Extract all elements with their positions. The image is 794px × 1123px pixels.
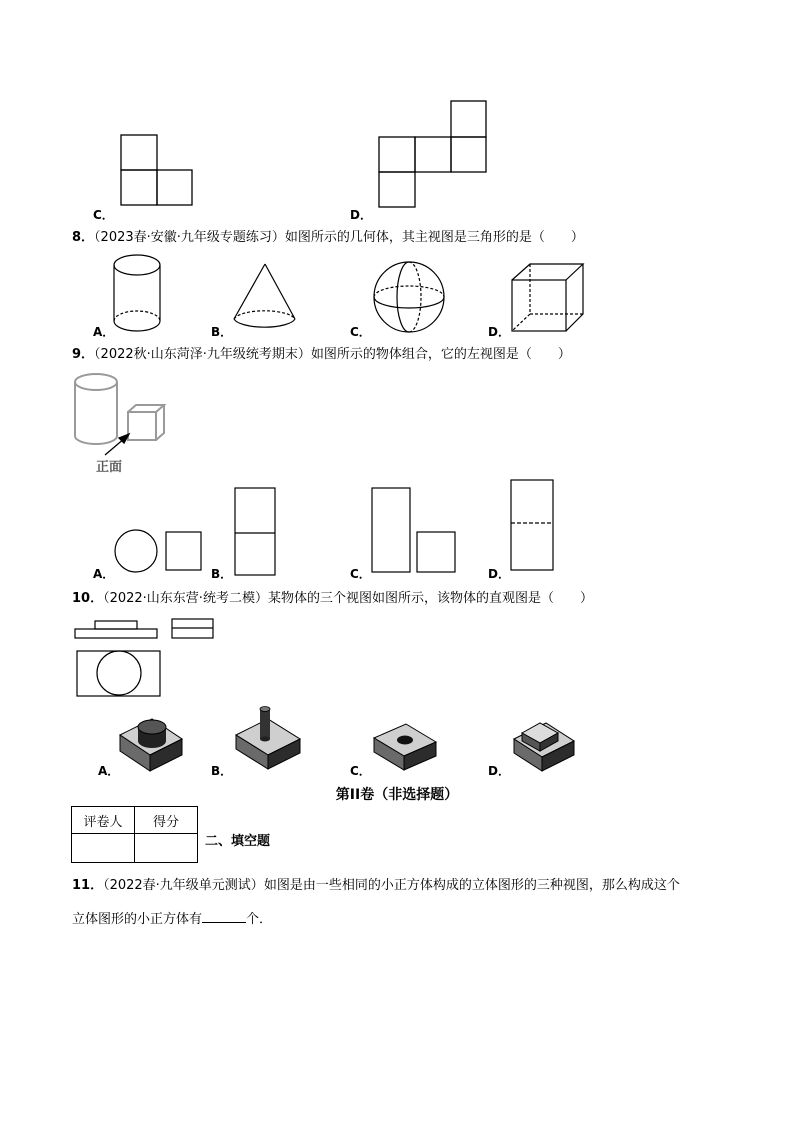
- q10-text: [72, 590, 593, 608]
- q8-text: [72, 229, 584, 247]
- q9-option-c-figure: [371, 487, 457, 575]
- q11-stem-line1: 如图是由一些相同的小正方体构成的立体图形的三种视图，那么构成这个: [263, 878, 680, 893]
- q11-number: 11．: [72, 878, 104, 893]
- q11-answer-blank[interactable]: [202, 910, 246, 923]
- q11-stem-line2-before: 立体图形的小正方体有: [72, 912, 203, 927]
- q9-object-group-figure: [72, 372, 168, 448]
- q11-stem-line2-after: 个．: [246, 912, 273, 927]
- q10-option-d-figure: [510, 715, 578, 773]
- q9-option-d-figure: [510, 479, 556, 573]
- q11-source: （2022春·九年级单元测试）: [103, 878, 264, 893]
- q9-option-c-label[interactable]: C．: [350, 567, 371, 581]
- q8-option-b-cone: [232, 262, 298, 334]
- q9-number: 9．: [72, 347, 95, 362]
- score-table-grader-cell[interactable]: [72, 834, 135, 863]
- section-heading-fill-in: 二、填空题: [205, 834, 271, 849]
- q10-option-b-label[interactable]: B．: [211, 764, 233, 778]
- q8-option-a-label[interactable]: A．: [93, 325, 115, 339]
- q10-source: （2022·山东东营·统考二模）: [103, 591, 268, 606]
- q9-option-b-figure: [234, 487, 276, 577]
- q9-option-b-label[interactable]: B．: [211, 567, 233, 581]
- q9-option-a-label[interactable]: A．: [93, 567, 115, 581]
- q11-text: [72, 877, 680, 895]
- q9-source: （2022秋·山东菏泽·九年级统考期末）: [94, 347, 311, 362]
- q7-option-c-label[interactable]: C．: [93, 208, 114, 222]
- q9-option-d-label[interactable]: D．: [488, 567, 510, 581]
- q8-option-d-cube: [510, 262, 586, 334]
- q11-text-line2: [72, 910, 272, 929]
- q10-option-c-figure: [370, 722, 440, 772]
- q8-option-d-label[interactable]: D．: [488, 325, 510, 339]
- q8-source: （2023春·安徽·九年级专题练习）: [94, 230, 285, 245]
- q10-option-a-figure: [116, 715, 186, 773]
- q8-option-c-sphere: [371, 260, 447, 336]
- q10-three-views-figure: [74, 618, 219, 698]
- q10-stem: 某物体的三个视图如图所示，该物体的直观图是（ ）: [267, 591, 593, 606]
- q8-option-a-cylinder: [112, 254, 162, 334]
- q8-number: 8．: [72, 230, 95, 245]
- q10-option-a-label[interactable]: A．: [98, 764, 120, 778]
- q9-text: [72, 346, 571, 364]
- part2-title: 第II卷（非选择题）: [335, 787, 459, 803]
- score-table: [71, 806, 198, 863]
- q7-option-c-figure: [120, 134, 194, 208]
- score-table-score-cell[interactable]: [135, 834, 198, 863]
- q7-option-d-figure: [378, 100, 488, 210]
- q8-stem: 如图所示的几何体，其主视图是三角形的是（ ）: [284, 230, 584, 245]
- q8-option-b-label[interactable]: B．: [211, 325, 233, 339]
- q10-option-c-label[interactable]: C．: [350, 764, 371, 778]
- q9-stem: 如图所示的物体组合，它的左视图是（ ）: [310, 347, 571, 362]
- score-table-score-header: 得分: [135, 807, 198, 834]
- q9-front-label: 正面: [96, 460, 123, 475]
- score-table-grader-header: 评卷人: [72, 807, 135, 834]
- q10-option-d-label[interactable]: D．: [488, 764, 510, 778]
- q7-option-d-label[interactable]: D．: [350, 208, 372, 222]
- q10-number: 10．: [72, 591, 104, 606]
- q8-option-c-label[interactable]: C．: [350, 325, 371, 339]
- q9-option-a-figure: [114, 529, 204, 575]
- q10-option-b-figure: [232, 705, 304, 773]
